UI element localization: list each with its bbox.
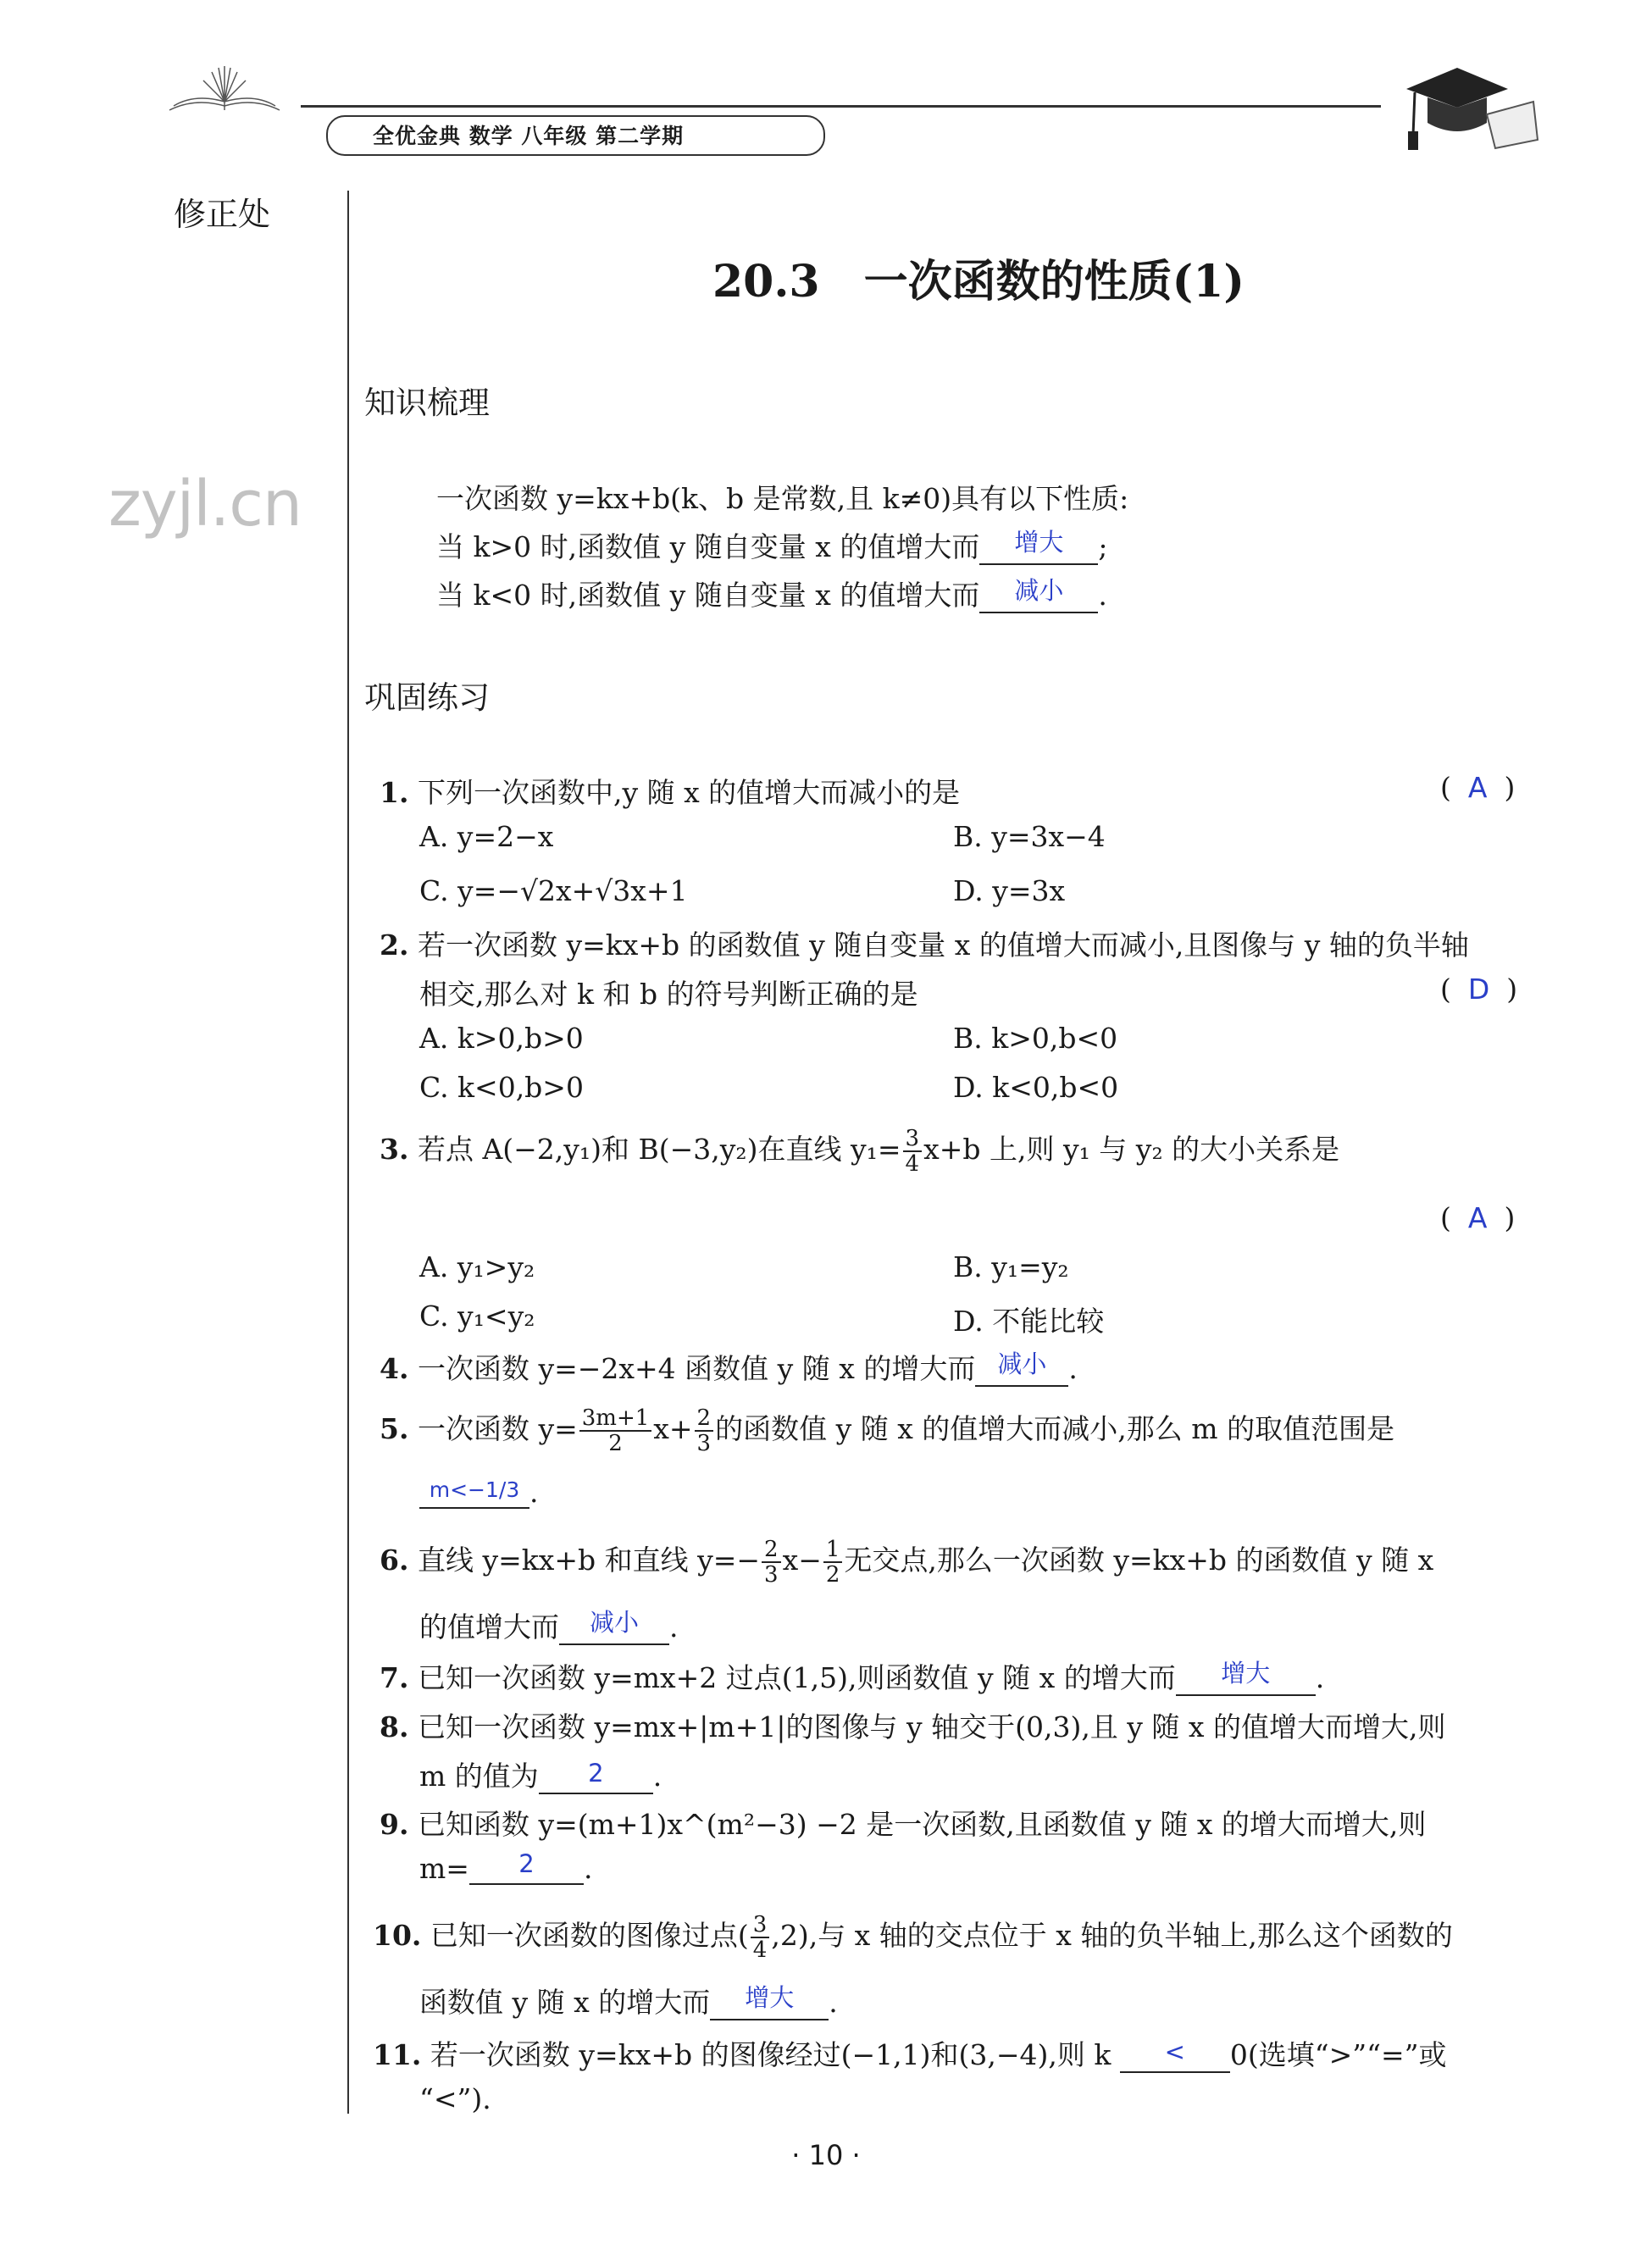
watermark: zyjl.cn [108, 468, 302, 540]
fraction: $\frac{2}{3}$ [695, 1406, 714, 1455]
q3-option-a: A. y₁>y₂ [419, 1250, 535, 1283]
question-10: 10. 已知一次函数的图像过点( $\frac{3}{4}$ ,2),与 x 轴的交点位于 x 轴的负半轴上,那么这个函数的 [373, 1912, 1453, 1963]
q1-option-d: D. y=3x [953, 874, 1066, 907]
q3-option-d: D. 不能比较 [953, 1305, 1105, 1338]
question-8: 8. 已知一次函数 y=mx+|m+1|的图像与 y 轴交于(0,3),且 y 随 x 的值增大而增大,则 [380, 1710, 1446, 1743]
section-heading-practice: 巩固练习 [364, 679, 490, 716]
q1-option-b: B. y=3x−4 [953, 820, 1106, 853]
question-10-line-2: 函数值 y 随 x 的增大而 增大 . [419, 1983, 838, 2019]
q1-option-c: C. y=−√2x+√3x+1 [419, 874, 688, 907]
q2-option-a: A. k>0,b>0 [419, 1022, 584, 1055]
answer-blank[interactable]: 减小 [975, 1356, 1068, 1387]
answer-blank[interactable]: 增大 [1176, 1666, 1316, 1696]
question-7: 7. 已知一次函数 y=mx+2 过点(1,5),则函数值 y 随 x 的增大而 增大 . [380, 1659, 1325, 1694]
header-rule [301, 105, 1381, 108]
q1-option-a: A. y=2−x [419, 820, 554, 853]
question-8-line-2: m 的值为 2 . [419, 1759, 662, 1793]
header-text: 全优金典 数学 八年级 第二学期 [373, 124, 685, 148]
graduation-cap-icon [1398, 55, 1542, 157]
q3-option-c: C. y₁<y₂ [419, 1300, 535, 1333]
question-9: 9. 已知函数 y=(m+1)x^(m²−3) −2 是一次函数,且函数值 y 随 x 的增大而增大,则 [380, 1808, 1427, 1841]
answer-blank[interactable]: 2 [469, 1854, 584, 1885]
question-9-line-2: m= 2 . [419, 1849, 593, 1885]
question-3-stem: 3. 若点 A(−2,y₁)和 B(−3,y₂)在直线 y₁= $\frac{3}{4}$ x+b 上,则 y₁ 与 y₂ 的大小关系是 [380, 1126, 1340, 1177]
question-4: 4. 一次函数 y=−2x+4 函数值 y 随 x 的增大而 减小 . [380, 1350, 1078, 1385]
answer-blank[interactable]: m<−1/3 [419, 1470, 529, 1509]
question-6-line-2: 的值增大而 减小 . [419, 1608, 679, 1643]
section-heading-knowledge: 知识梳理 [364, 385, 490, 421]
question-1-answer[interactable]: ( A ) [1440, 771, 1516, 804]
knowledge-intro: 一次函数 y=kx+b(k、b 是常数,且 k≠0)具有以下性质: [436, 482, 1129, 515]
answer-blank[interactable]: < [1120, 2043, 1230, 2073]
answer-blank[interactable]: 减小 [979, 583, 1098, 613]
q2-option-b: B. k>0,b<0 [953, 1022, 1118, 1055]
question-2-stem-2: 相交,那么对 k 和 b 的符号判断正确的是 [419, 978, 918, 1011]
knowledge-line-2: 当 k<0 时,函数值 y 随自变量 x 的值增大而 减小 . [436, 576, 1107, 612]
page-title: 20.3 一次函数的性质(1) [712, 256, 1245, 308]
margin-divider [347, 191, 349, 2114]
question-2-answer[interactable]: ( D ) [1440, 973, 1518, 1006]
fraction: $\frac{3m+1}{2}$ [579, 1406, 652, 1455]
page-number: · 10 · [791, 2139, 861, 2171]
answer-blank[interactable]: 减小 [559, 1615, 669, 1645]
fraction: $\frac{3}{4}$ [903, 1127, 923, 1176]
question-3-answer[interactable]: ( A ) [1440, 1201, 1516, 1234]
answer-blank[interactable]: 增大 [710, 1990, 829, 2020]
question-5-answer-line: m<−1/3 . [419, 1470, 539, 1509]
question-2-stem: 2. 若一次函数 y=kx+b 的函数值 y 随自变量 x 的值增大而减小,且图像与 y 轴的负半轴 [380, 928, 1469, 962]
answer-blank[interactable]: 2 [539, 1764, 653, 1794]
q2-option-d: D. k<0,b<0 [953, 1071, 1119, 1104]
fraction: $\frac{1}{2}$ [823, 1538, 843, 1587]
question-11-line-2: “<”). [419, 2082, 491, 2115]
margin-label: 修正处 [174, 196, 271, 233]
fraction: $\frac{2}{3}$ [762, 1538, 781, 1587]
open-book-icon [161, 59, 288, 119]
question-11: 11. 若一次函数 y=kx+b 的图像经过(−1,1)和(3,−4),则 k < 0(选填“>”“=”或 [373, 2037, 1447, 2071]
q3-option-b: B. y₁=y₂ [953, 1250, 1069, 1283]
knowledge-line-1: 当 k>0 时,函数值 y 随自变量 x 的值增大而 增大 ; [436, 528, 1108, 563]
q2-option-c: C. k<0,b>0 [419, 1071, 584, 1104]
question-1-stem: 1. 下列一次函数中,y 随 x 的值增大而减小的是 [380, 776, 961, 809]
question-5: 5. 一次函数 y= $\frac{3m+1}{2}$ x+ $\frac{2}{3}$ 的函数值 y 随 x 的值增大而减小,那么 m 的取值范围是 [380, 1405, 1395, 1456]
answer-blank[interactable]: 增大 [979, 535, 1098, 565]
question-6: 6. 直线 y=kx+b 和直线 y=− $\frac{2}{3}$ x− $\frac{1}{2}$ 无交点,那么一次函数 y=kx+b 的函数值 y 随 x [380, 1537, 1434, 1588]
fraction: $\frac{3}{4}$ [751, 1913, 770, 1962]
